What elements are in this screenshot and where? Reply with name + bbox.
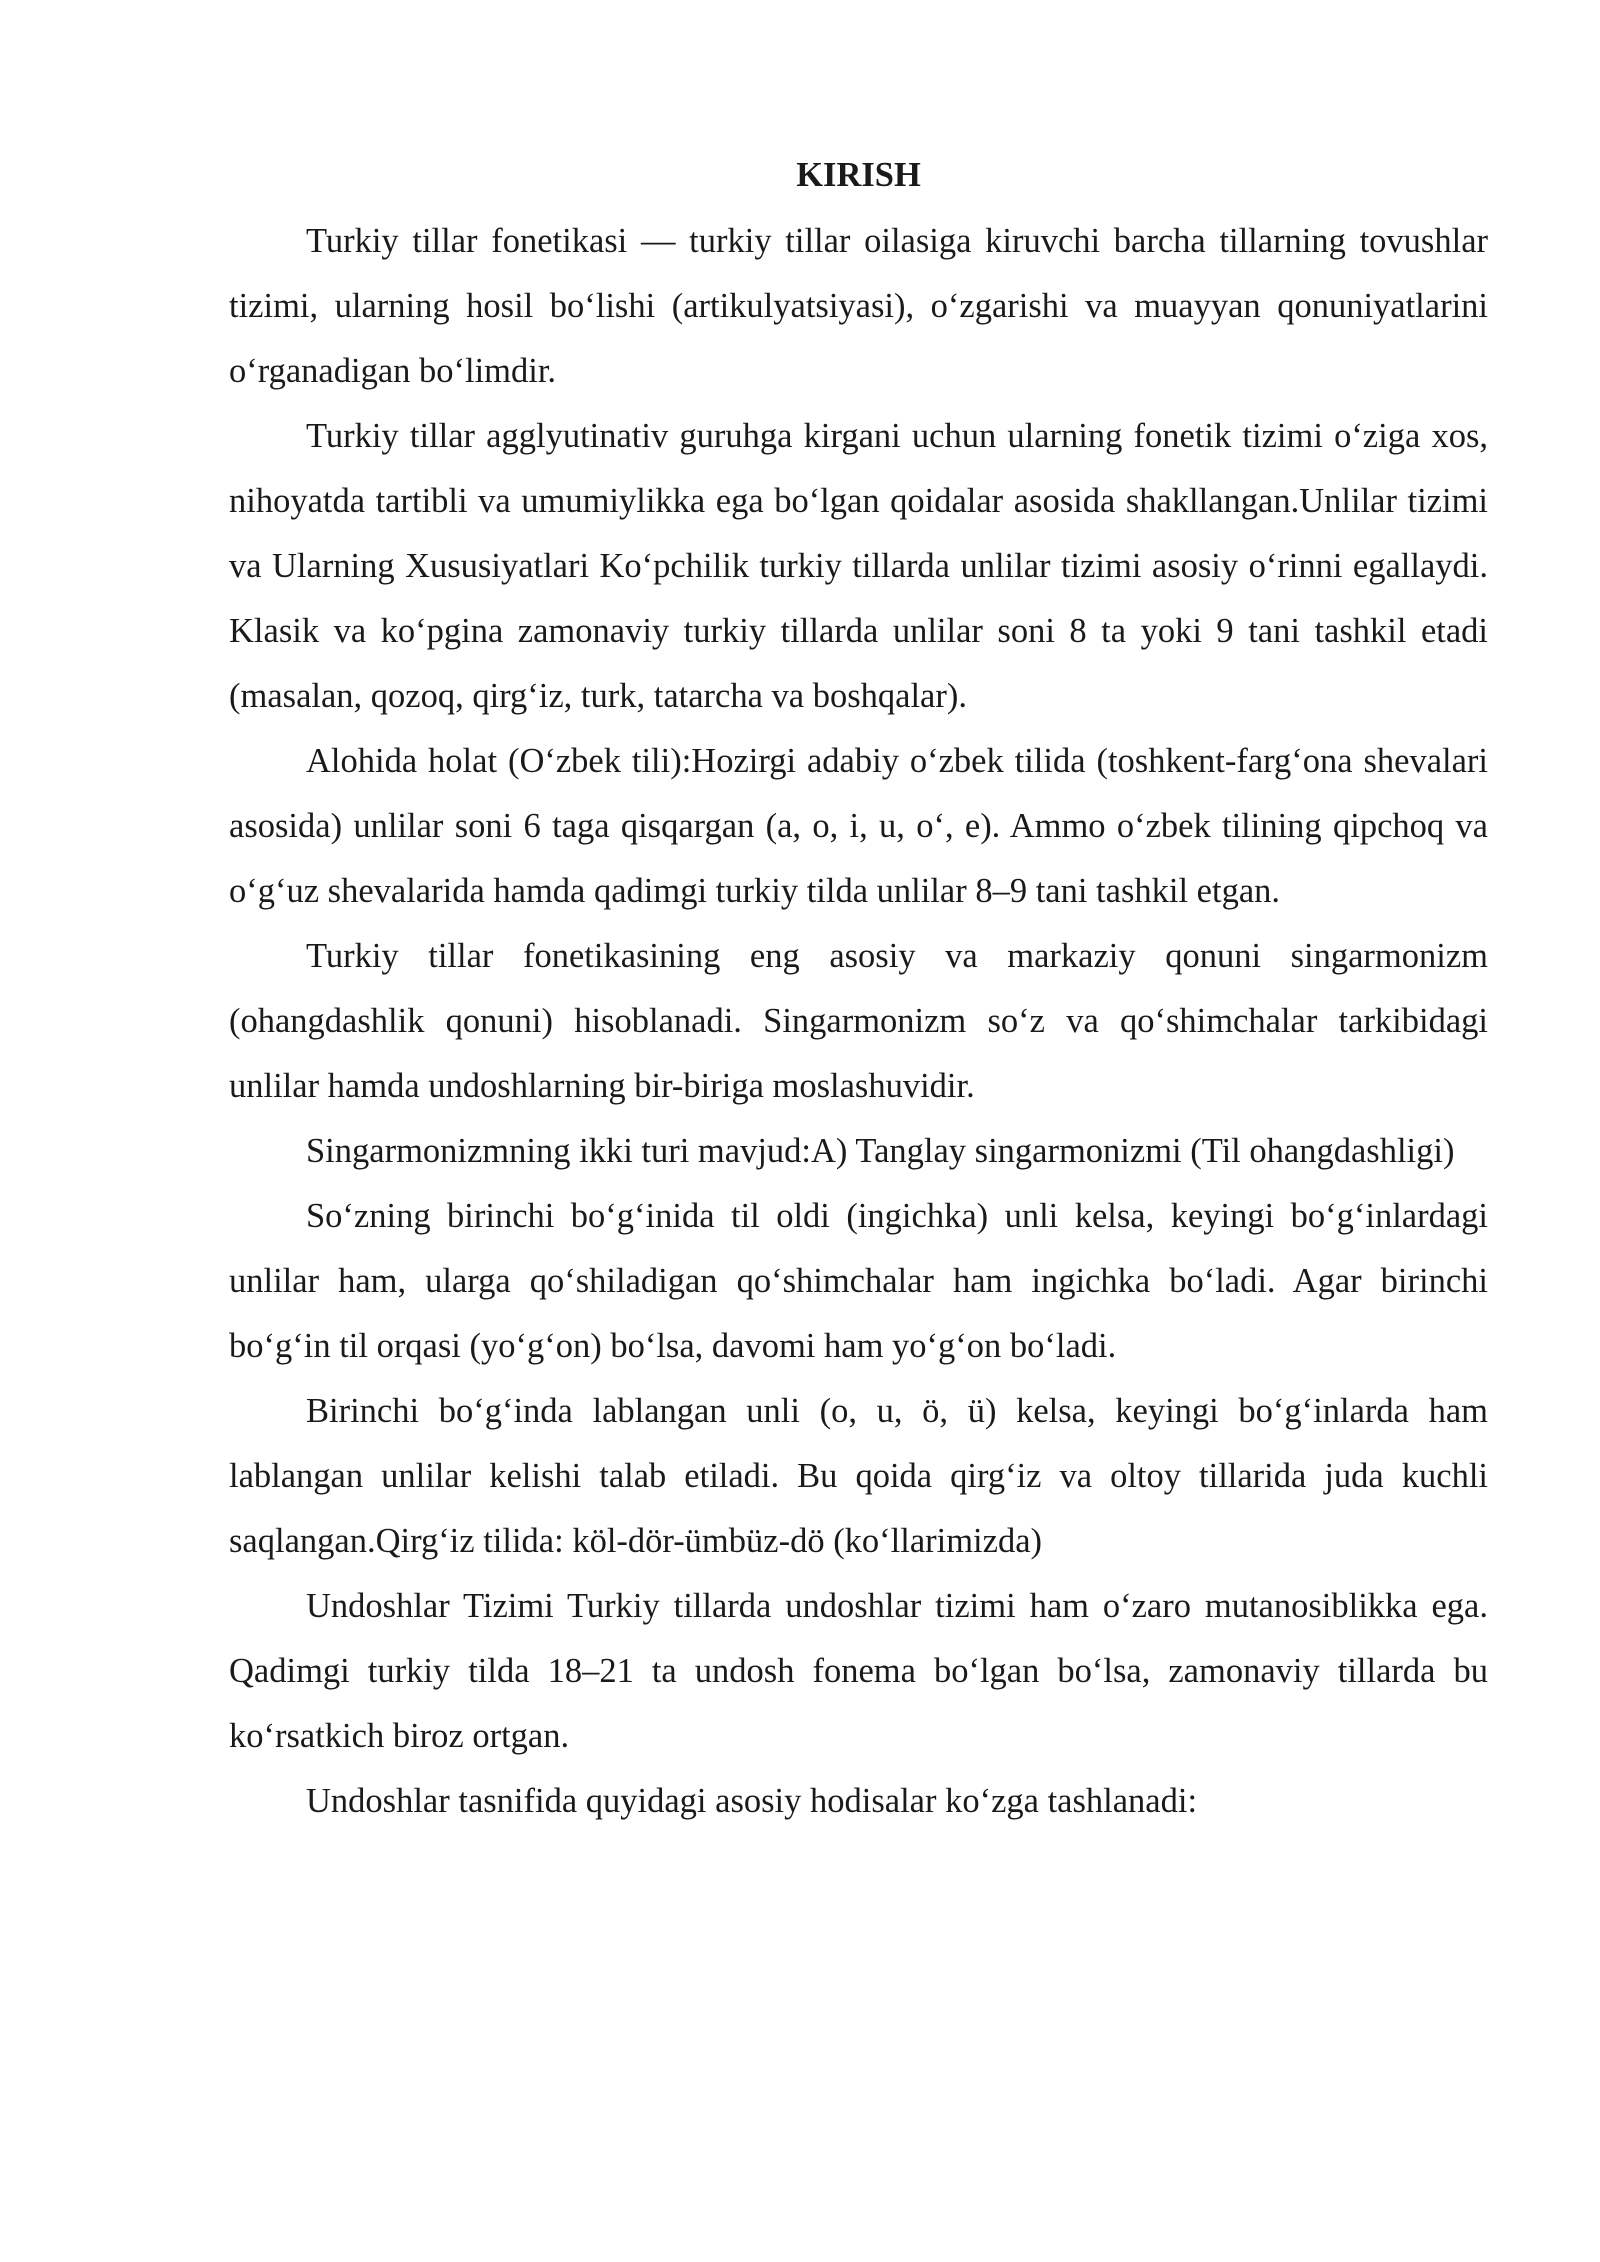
paragraph-palatal-harmony: Soʻzning birinchi boʻgʻinida til oldi (ingichka) unli kelsa, keyingi boʻgʻinlardagi unlilar ham, ularga qoʻshiladigan qoʻshimchalar ham ingichka boʻladi. Agar birinchi boʻgʻin til orqasi (yoʻgʻon) boʻlsa, davomi ham yoʻgʻon boʻladi.: [229, 1197, 1488, 1365]
paragraph-phonetics-definition: Turkiy tillar fonetikasi — turkiy tillar oilasiga kiruvchi barcha tillarning tovushlar tizimi, ularning hosil boʻlishi (artikulyatsiyasi), oʻzgarishi va muayyan qonuniyatlarini oʻrganadigan boʻlimdir.: [229, 222, 1488, 390]
paragraph-vowel-system: Turkiy tillar agglyutinativ guruhga kirgani uchun ularning fonetik tizimi oʻziga xos, nihoyatda tartibli va umumiylikka ega boʻlgan qoidalar asosida shakllangan.Unlilar tizimi va Ularning Xususiyatlari Koʻpchilik turkiy tillarda unlilar tizimi asosiy oʻrinni egallaydi. Klasik va koʻpgina zamonaviy turkiy tillarda unlilar soni 8 ta yoki 9 tani tashkil etadi (masalan, qozoq, qirgʻiz, turk, tatarcha va boshqalar).: [229, 417, 1488, 715]
paragraph-consonant-system: Undoshlar Tizimi Turkiy tillarda undoshlar tizimi ham oʻzaro mutanosiblikka ega. Qadimgi turkiy tilda 18–21 ta undosh fonema boʻlgan boʻlsa, zamonaviy tillarda bu koʻrsatkich biroz ortgan.: [229, 1587, 1488, 1755]
document-body: [229, 146, 1488, 1834]
paragraph-synharmonism-types: Singarmonizmning ikki turi mavjud:A) Tanglay singarmonizmi (Til ohangdashligi): [306, 1132, 1455, 1170]
paragraph-synharmonism-law: Turkiy tillar fonetikasining eng asosiy va markaziy qonuni singarmonizm (ohangdashlik qonuni) hisoblanadi. Singarmonizm soʻz va qoʻshimchalar tarkibidagi unlilar hamda undoshlarning bir-biriga moslashuvidir.: [229, 937, 1488, 1105]
paragraph-consonant-classification: Undoshlar tasnifida quyidagi asosiy hodisalar koʻzga tashlanadi:: [306, 1782, 1198, 1820]
page-title: KIRISH: [796, 156, 921, 194]
paragraph-uzbek-exception: Alohida holat (Oʻzbek tili):Hozirgi adabiy oʻzbek tilida (toshkent-fargʻona shevalari asosida) unlilar soni 6 taga qisqargan (a, o, i, u, oʻ, e). Ammo oʻzbek tilining qipchoq va oʻgʻuz shevalarida hamda qadimgi turkiy tilda unlilar 8–9 tani tashkil etgan.: [229, 742, 1488, 910]
paragraph-labial-harmony: Birinchi boʻgʻinda lablangan unli (o, u, ö, ü) kelsa, keyingi boʻgʻinlarda ham lablangan unlilar kelishi talab etiladi. Bu qoida qirgʻiz va oltoy tillarida juda kuchli saqlangan.Qirgʻiz tilida: köl-dör-ümbüz-dö (koʻllarimizda): [229, 1392, 1488, 1560]
